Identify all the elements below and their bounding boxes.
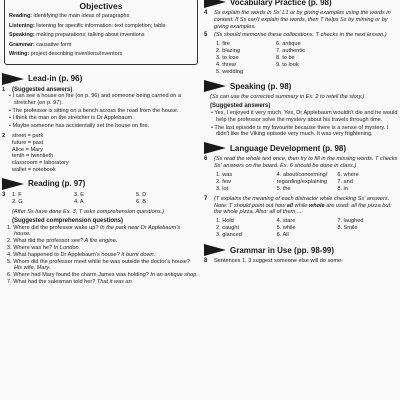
speaking-heading: Speaking (p. 98) bbox=[204, 80, 398, 92]
reading-note: (After Ss have done Ex. 3, T asks comprehension questions.) bbox=[12, 208, 165, 215]
objective-item: Writing: project describing inventions/inventors bbox=[9, 51, 123, 58]
objective-item: Speaking: making preparations; talking about inventions bbox=[9, 32, 145, 39]
arrow-icon bbox=[204, 142, 226, 154]
exercise-8: 8 Sentences 1, 3 suggest someone else will do some- bbox=[204, 258, 344, 265]
question-item: 3. Where was he? In London. bbox=[7, 244, 81, 251]
objective-item: Grammar: causative form bbox=[9, 41, 72, 48]
question-item: 6. Where had Mary found the charm James was holding? In an antique shop. bbox=[7, 272, 198, 279]
bullet-item: • I can see a house on fire (on p. 96) and someone being carried on a stretcher (on p. 97). bbox=[9, 92, 182, 106]
exercise-6: 6 (Ss read the whole text once, then try to fill in the missing words. T checks Ss' answers on the board. Ex. 6 should be done in class.) bbox=[204, 156, 398, 169]
exercise-7: 7 (T explains the meaning of each distractor while checking Ss' answers. Note: T should point out how all while whole are used: all the pizza but: the whole pizza. Also: all of them ... bbox=[204, 195, 392, 216]
bullet-item: • Yes, I enjoyed it very much. Yes, Dr Applebaum wouldn't die and he would help the professor solve the mystery about his travels through time. bbox=[211, 109, 398, 123]
reading-heading: Reading (p. 97) bbox=[2, 178, 198, 190]
bullet-item: • The professor is sitting on a bench across the road from the house. bbox=[9, 107, 179, 114]
lead-in-heading: Lead-in (p. 96) bbox=[2, 73, 198, 85]
objectives-title: Objectives bbox=[79, 1, 123, 11]
objective-item: Reading: identifying the main ideas of paragraphs bbox=[9, 13, 130, 19]
exercise-5: 5 (Ss should memorise these collocations. T checks in the next lesson.) bbox=[204, 32, 387, 39]
arrow-icon bbox=[204, 80, 226, 92]
arrow-icon bbox=[2, 73, 24, 85]
question-item: 2. What did the professor see? A fire engine. bbox=[7, 238, 118, 245]
arrow-icon bbox=[2, 178, 24, 190]
exercise-1: 1 (Suggested answers) bbox=[2, 86, 73, 93]
question-item: 7. What had the salesman told her? That it was an bbox=[7, 278, 132, 285]
speaking-suggested-heading: (Suggested answers) bbox=[210, 102, 271, 109]
bullet-item: • The last episode is my favourite because there is a sense of mystery. I didn't like the Viking episode very much. It was very frightening. bbox=[211, 124, 389, 138]
arrow-icon bbox=[204, 244, 226, 256]
exercise-2: 2 street = park future = past Alice = Mary tenth = twentieth classroom = laboratory wallet = notebook bbox=[2, 132, 69, 173]
question-item: 4. What happened to Dr Applebaum's house? It burnt down. bbox=[7, 251, 156, 258]
question-item: 5. Whom did the professor meet while he was outside the doctor's house? His wife, Mary. bbox=[7, 258, 190, 272]
bullet-item: • I think the man on the stretcher is Dr Applebaum. bbox=[9, 115, 134, 122]
language-development-heading: Language Development (p. 98) bbox=[204, 142, 398, 154]
grammar-heading: Grammar in Use (pp. 98-99) bbox=[204, 244, 398, 256]
arrow-icon bbox=[204, 0, 226, 8]
bullet-item: • Maybe someone has accidentally set the house on fire. bbox=[9, 123, 150, 130]
right-column bbox=[204, 0, 398, 267]
question-item: 1. Where did the professor wake up? In the park near Dr Applebaum's house. bbox=[7, 224, 181, 238]
exercise-3-answers: 3 1. F 3. E 5. D 2. G 4. A 6. B bbox=[2, 191, 147, 205]
left-column bbox=[2, 0, 198, 286]
objective-item: Listening: listening for specific information: text completion; table bbox=[9, 22, 166, 29]
exercise-5-answers: 1. fire 6. antique 2. blazing 7. authentic 3. to lose 8. to be 4. threw 9. to look 5. wedding bbox=[216, 41, 305, 76]
exercise-7-answers: 1. Hold 4. stare 7. laughed 2. caught 5. while 8. Smile 3. glanced 6. All bbox=[216, 218, 364, 239]
exercise-4: 4 Ss explain the words in Ss' L1 or by giving examples using the words in context. If Ss can't explain the words, then T helps Ss by miming or by giving examples. bbox=[204, 10, 391, 30]
exercise-6-answers: 1. was 4. about/concerning/ 6. where 2. few regarding/explaining 7. and 3. lot 5. the 8. in bbox=[216, 171, 359, 192]
vocabulary-heading: Vocabulary Practice (p. 98) bbox=[204, 0, 398, 8]
objectives-box bbox=[4, 0, 198, 65]
speaking-intro: (Ss can use the corrected summary in Ex. 2 to retell the story.) bbox=[210, 94, 365, 101]
comprehension-heading: (Suggested comprehension questions) bbox=[12, 217, 124, 224]
